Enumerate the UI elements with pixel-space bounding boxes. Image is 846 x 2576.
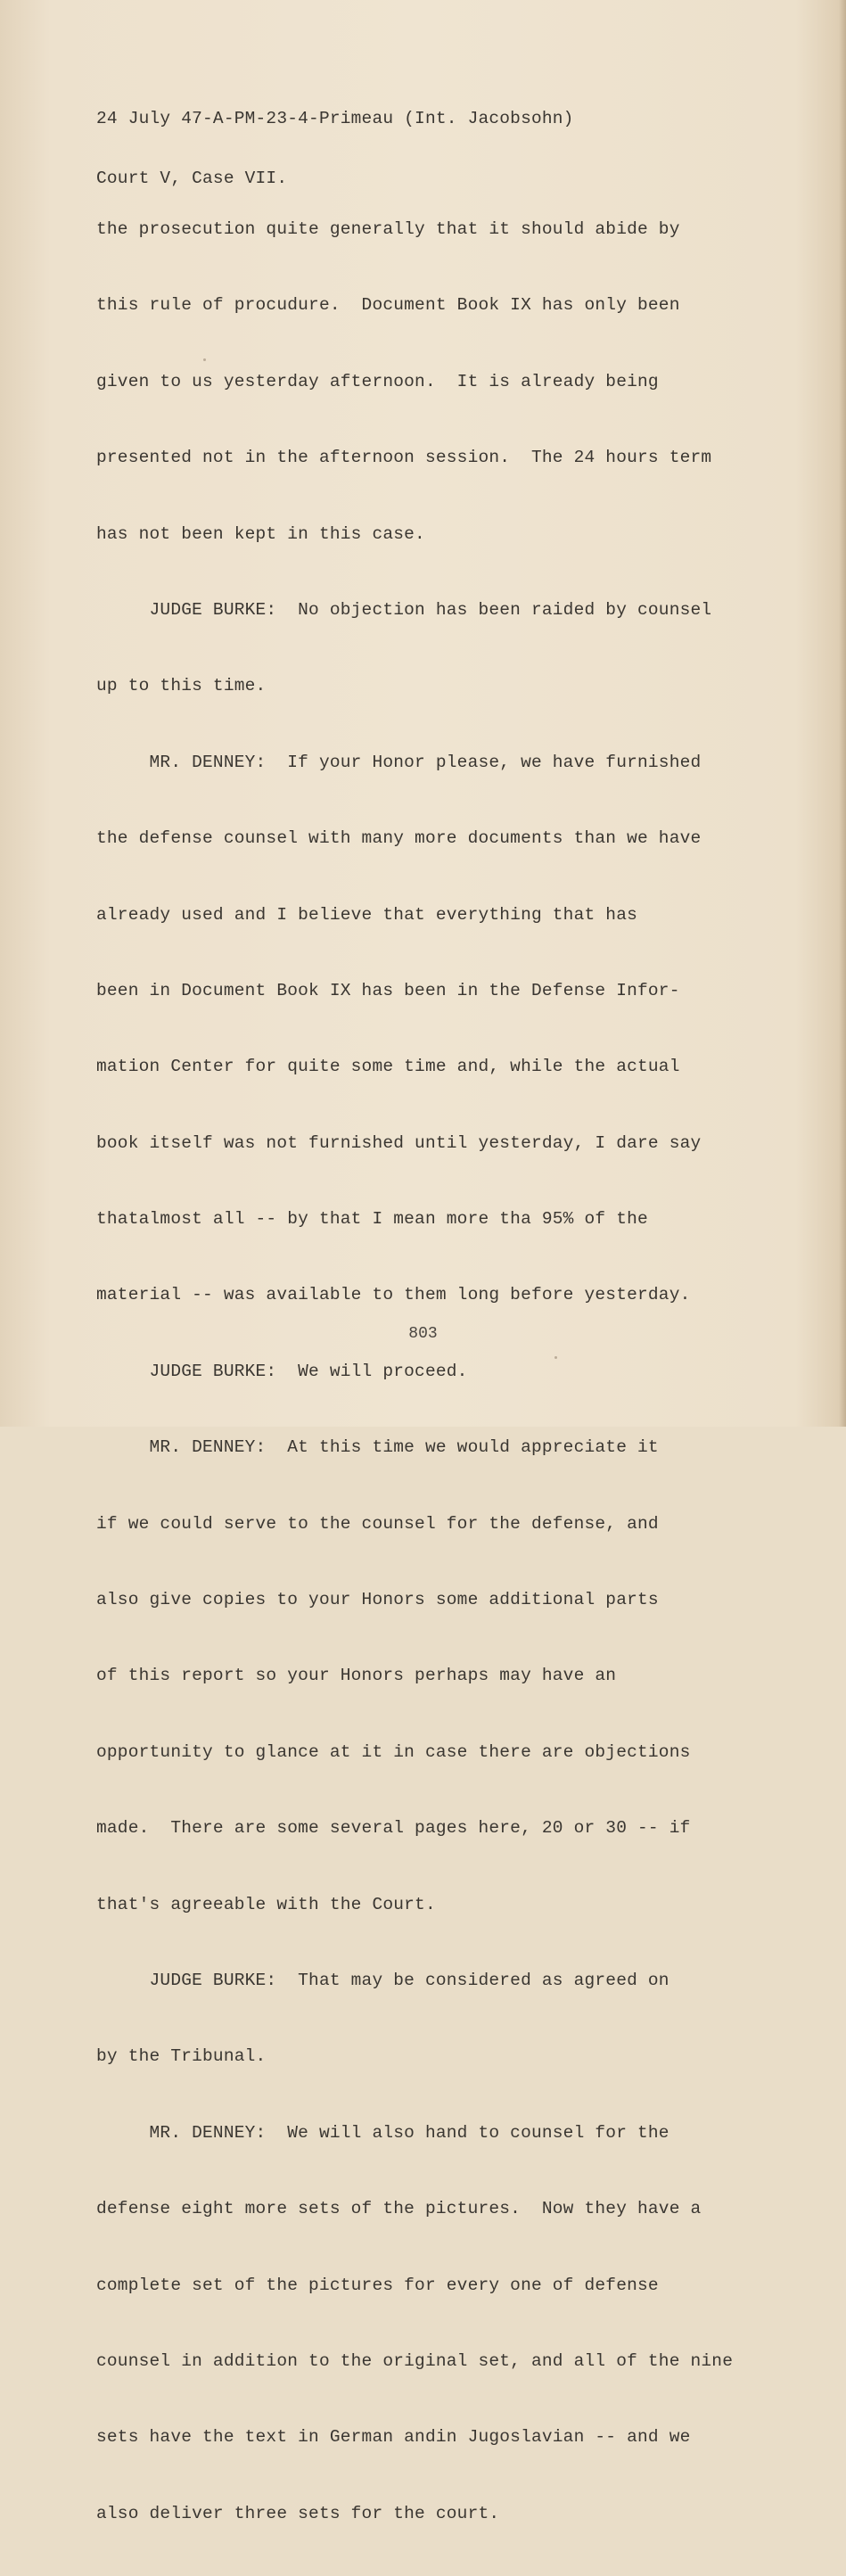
header-line-court-case: Court V, Case VII.	[96, 169, 288, 188]
text-line: the prosecution quite generally that it should abide by	[96, 219, 680, 239]
text-line: made. There are some several pages here, 20 or 30 -- if	[96, 1818, 691, 1839]
text-line: mation Center for quite some time and, while the actual	[96, 1057, 680, 1077]
text-line: material -- was available to them long before yesterday.	[96, 1285, 691, 1305]
text-line: presented not in the afternoon session. The 24 hours term	[96, 448, 712, 468]
transcript-body	[96, 177, 733, 2576]
text-line: the defense counsel with many more documents than we have	[96, 828, 702, 849]
text-line: also give copies to your Honors some additional parts	[96, 1590, 659, 1610]
text-line: already used and I believe that everything that has	[96, 904, 637, 925]
page-number: 803	[408, 1325, 438, 1343]
text-line: defense eight more sets of the pictures. Now they have a	[96, 2199, 702, 2219]
text-line: also deliver three sets for the court.	[96, 2503, 500, 2523]
text-line: if we could serve to the counsel for the defense, and	[96, 1513, 659, 1534]
text-line-speaker-judge-burke: JUDGE BURKE: That may be considered as agreed on	[96, 1970, 669, 1990]
text-line: that's agreeable with the Court.	[96, 1894, 436, 1914]
text-line: opportunity to glance at it in case there are objections	[96, 1741, 691, 1762]
text-line: has not been kept in this case.	[96, 523, 425, 544]
page-edge-shadow	[839, 0, 846, 1427]
text-line: by the Tribunal.	[96, 2046, 267, 2067]
text-line: sets have the text in German andin Jugoslavian -- and we	[96, 2427, 691, 2448]
text-line: been in Document Book IX has been in the Defense Infor-	[96, 980, 680, 1000]
paper-speck	[203, 358, 206, 361]
text-line: of this report so your Honors perhaps may have an	[96, 1666, 617, 1686]
text-line: this rule of procudure. Document Book IX has only been	[96, 295, 680, 316]
text-line: thatalmost all -- by that I mean more tha 95% of the	[96, 1209, 648, 1230]
text-line: book itself was not furnished until yesterday, I dare say	[96, 1132, 702, 1153]
text-line: counsel in addition to the original set, and all of the nine	[96, 2350, 734, 2371]
text-line: given to us yesterday afternoon. It is already being	[96, 371, 659, 391]
text-line-speaker-judge-burke: JUDGE BURKE: We will proceed.	[96, 1361, 468, 1381]
text-line: complete set of the pictures for every one of defense	[96, 2275, 659, 2295]
text-line-speaker-mr-denney: MR. DENNEY: We will also hand to counsel for the	[96, 2122, 669, 2143]
paper-speck	[554, 1356, 557, 1359]
text-line-speaker-judge-burke: JUDGE BURKE: No objection has been raided by counsel	[96, 599, 712, 620]
header-line-date-session: 24 July 47-A-PM-23-4-Primeau (Int. Jacobsohn)	[96, 109, 574, 128]
text-line-speaker-mr-denney: MR. DENNEY: At this time we would appreciate it	[96, 1437, 659, 1458]
text-line-speaker-mr-denney: MR. DENNEY: If your Honor please, we have furnished	[96, 752, 702, 772]
text-line: up to this time.	[96, 676, 267, 696]
